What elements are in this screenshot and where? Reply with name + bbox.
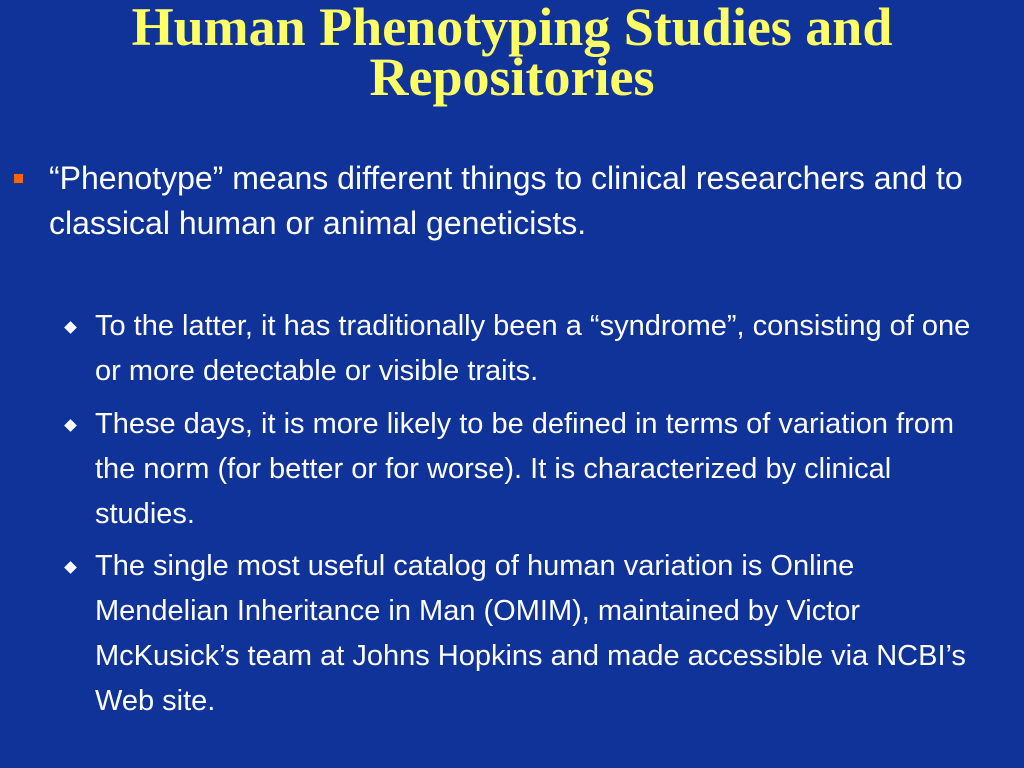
main-bullet-text: “Phenotype” means different things to clinical researchers and to classical human or animal geneticists. xyxy=(49,160,963,241)
diamond-bullet-icon xyxy=(64,561,77,574)
diamond-bullet-icon xyxy=(64,419,77,432)
slide-title xyxy=(0,0,1024,107)
sub-bullet-2: These days, it is more likely to be defined in terms of variation from the norm (for better or for worse). It is characterized by clinical studies. xyxy=(95,408,955,530)
sub-bullet-1: To the latter, it has traditionally been a “syndrome”, consisting of one or more detectable or visible traits. xyxy=(95,310,971,387)
diamond-bullet-icon xyxy=(64,321,77,334)
slide-title-line-2: Repositories xyxy=(369,47,655,107)
sub-bullet-3: The single most useful catalog of human variation is Online Mendelian Inheritance in Man (OMIM), maintained by Victor McKusick’s team at Johns Hopkins and made accessible via NCBI’s Web site. xyxy=(95,550,966,717)
square-bullet-icon xyxy=(14,174,23,183)
slide-title-line-1: Human Phenotyping Studies and xyxy=(131,0,893,57)
